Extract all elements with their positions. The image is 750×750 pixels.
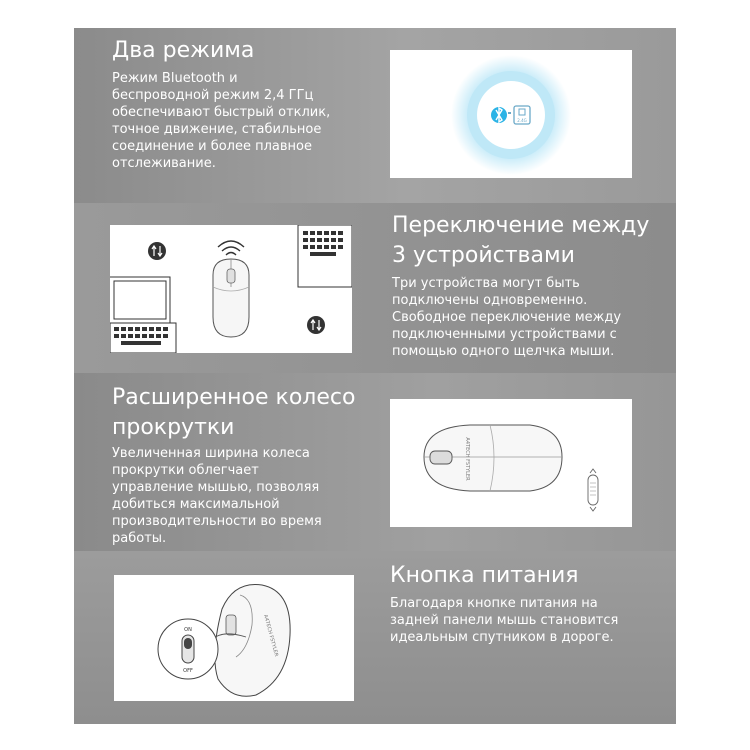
section-description-multi-device: Три устройства могут быть подключены одновременно. Свободное переключение между подключенными устройствами с помощью одного щелчка мыши. bbox=[392, 276, 622, 359]
switch-label-on: ON bbox=[184, 627, 192, 633]
switch-label-off: OFF bbox=[183, 668, 193, 674]
svg-text:A4TECH FSTYLER: A4TECH FSTYLER bbox=[464, 437, 470, 481]
bluetooth-icon bbox=[491, 107, 507, 123]
section-dual-mode bbox=[74, 28, 676, 203]
scroll-arrows-icon bbox=[588, 469, 598, 511]
mouse-top-view-icon bbox=[424, 425, 562, 491]
svg-text:A4TECH FSTYLER: A4TECH FSTYLER bbox=[262, 613, 280, 658]
scroll-wheel-image bbox=[390, 399, 632, 527]
section-title-multi-device: Переключение между 3 устройствами bbox=[392, 213, 650, 268]
switch-arrows-icon bbox=[307, 316, 325, 334]
laptop-icon bbox=[110, 277, 176, 353]
section-multi-device bbox=[74, 203, 676, 373]
power-switch-knob bbox=[184, 638, 192, 649]
tablet-icon bbox=[298, 225, 352, 287]
mouse-icon bbox=[213, 259, 249, 337]
section-power-button bbox=[74, 551, 676, 724]
mouse-underside-icon bbox=[215, 585, 290, 697]
switch-arrows-icon bbox=[148, 242, 166, 260]
svg-text:2.4G: 2.4G bbox=[517, 118, 527, 123]
section-title-power-button: Кнопка питания bbox=[390, 563, 579, 588]
section-description-dual-mode: Режим Bluetooth и беспроводной режим 2,4 ГГц обеспечивают быстрый отклик, точное движение, стабильное соединение и более плавное отслеживание. bbox=[112, 71, 331, 171]
multi-device-image bbox=[110, 225, 352, 353]
dual-mode-image bbox=[390, 50, 632, 178]
section-description-scroll-wheel: Увеличенная ширина колеса прокрутки облегчает управление мышью, позволяя добиться максимальной производительности во время работы. bbox=[112, 446, 322, 546]
section-title-dual-mode: Два режима bbox=[112, 38, 255, 63]
section-scroll-wheel bbox=[74, 373, 676, 551]
inner-circle bbox=[477, 81, 545, 149]
wireless-signal-icon bbox=[218, 241, 244, 255]
section-title-scroll-wheel: Расширенное колесо прокрутки bbox=[112, 385, 356, 440]
mode-divider bbox=[508, 112, 511, 114]
scroll-wheel bbox=[430, 451, 452, 464]
section-description-power-button: Благодаря кнопке питания на задней панели мышь становится идеальным спутником в дороге. bbox=[390, 596, 619, 645]
power-button-image bbox=[114, 575, 354, 701]
power-switch-callout bbox=[158, 619, 218, 679]
